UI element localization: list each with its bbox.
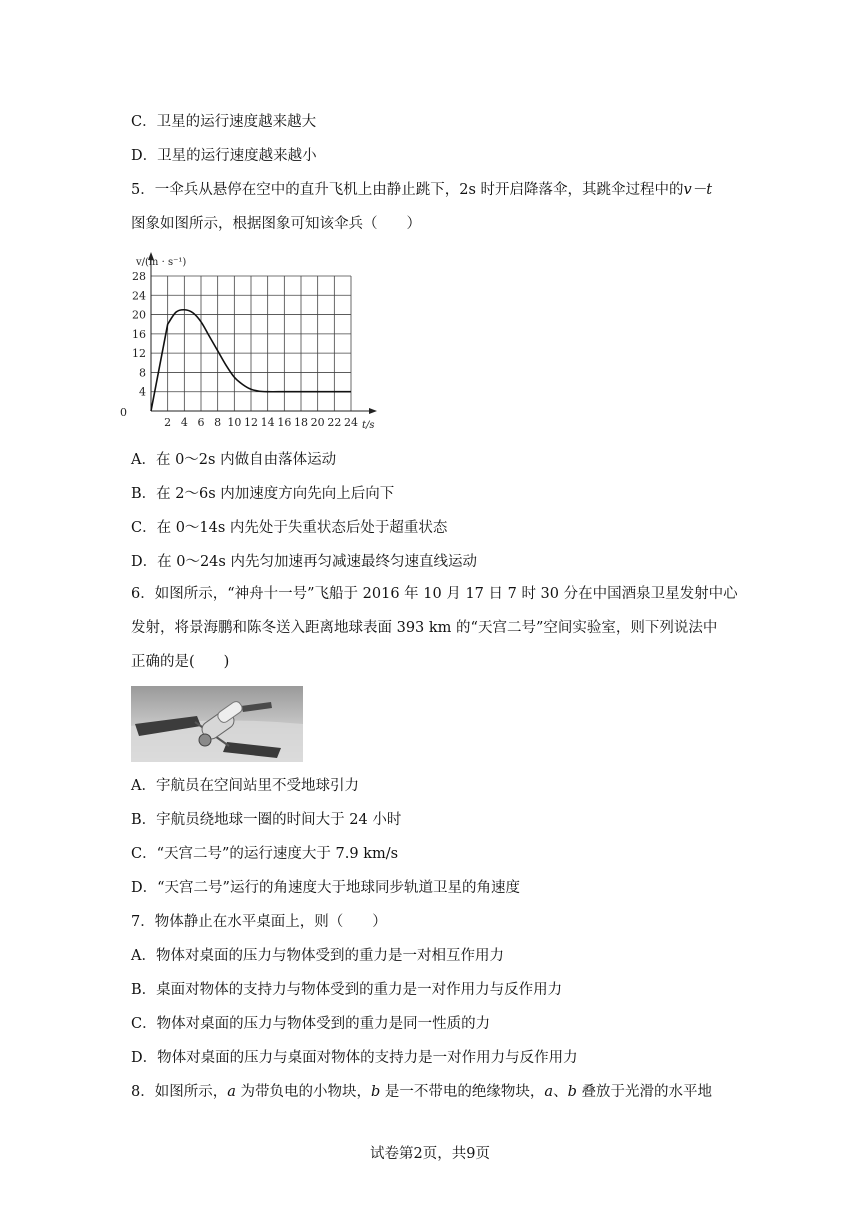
q5-stem-line-1	[131, 180, 712, 200]
q6-stem-line-3: 正确的是( )	[131, 654, 230, 670]
x-tick-label: 10	[227, 416, 242, 429]
x-tick-label: 18	[294, 416, 308, 429]
y-tick-label: 20	[132, 308, 146, 322]
y-axis-label: v/(m · s⁻¹)	[136, 257, 187, 268]
q4-option-d: D．卫星的运行速度越来越小	[131, 148, 317, 164]
x-tick-label: 24	[344, 416, 358, 429]
q5-stem-line-2: 图象如图所示，根据图象可知该伞兵（ ）	[131, 216, 421, 232]
q5-option-a: A．在 0～2s 内做自由落体运动	[131, 452, 337, 468]
q6-option-c: C．“天宫二号”的运行速度大于 7.9 km/s	[131, 846, 399, 862]
x-tick-label: 16	[277, 416, 292, 429]
chart-grid	[151, 276, 351, 411]
space-station-photo	[131, 686, 303, 762]
q6-option-d: D．“天宫二号”运行的角速度大于地球同步轨道卫星的角速度	[131, 880, 520, 896]
x-tick-label: 8	[214, 416, 222, 429]
x-tick-label: 12	[244, 416, 258, 429]
x-tick-label: 22	[327, 416, 342, 429]
q6-option-a: A．宇航员在空间站里不受地球引力	[131, 778, 359, 794]
q8-var-a: a	[227, 1084, 236, 1100]
page-footer: 试卷第2页，共9页	[370, 1146, 490, 1162]
q7-stem: 7．物体静止在水平桌面上，则（ ）	[131, 914, 387, 930]
chart-tick-labels	[132, 270, 358, 429]
q7-option-c: C．物体对桌面的压力与物体受到的重力是同一性质的力	[131, 1016, 491, 1032]
q6-stem-line-2: 发射，将景海鹏和陈冬送入距离地球表面 393 km 的“天宫二号”空间实验室，则下列说法中	[131, 620, 718, 636]
x-tick-label: 6	[197, 416, 205, 429]
q8-stem-line-1	[131, 1082, 712, 1102]
q7-option-d: D．物体对桌面的压力与桌面对物体的支持力是一对作用力与反作用力	[131, 1050, 578, 1066]
y-tick-label: 8	[139, 366, 146, 380]
q4-option-c: C．卫星的运行速度越来越大	[131, 114, 317, 130]
q5-option-b: B．在 2～6s 内加速度方向先向上后向下	[131, 486, 395, 502]
y-tick-label: 4	[139, 385, 146, 399]
q5-stem-text: 5．一伞兵从悬停在空中的直升飞机上由静止跳下，2s 时开启降落伞，其跳伞过程中的	[131, 182, 684, 198]
x-tick-label: 2	[164, 416, 172, 429]
q8-var-a-2: a	[544, 1084, 554, 1100]
y-tick-label: 24	[132, 289, 146, 303]
q8-var-b: b	[371, 1084, 381, 1100]
x-tick-label: 14	[260, 416, 275, 429]
y-tick-label: 28	[132, 270, 146, 283]
x-axis-label: t/s	[362, 420, 375, 431]
q7-option-b: B．桌面对物体的支持力与物体受到的重力是一对作用力与反作用力	[131, 982, 563, 998]
q8-text-2: 为带负电的小物块，	[235, 1084, 371, 1100]
x-axis-arrow	[369, 408, 377, 414]
y-tick-label: 16	[132, 327, 146, 341]
vt-graph	[118, 250, 388, 436]
q6-option-b: B．宇航员绕地球一圈的时间大于 24 小时	[131, 812, 402, 828]
q6-stem-line-1: 6．如图所示，“神舟十一号”飞船于 2016 年 10 月 17 日 7 时 30 分在中国酒泉卫星发射中心	[131, 586, 738, 602]
q7-option-a: A．物体对桌面的压力与物体受到的重力是一对相互作用力	[131, 948, 504, 964]
x-tick-label: 20	[310, 416, 325, 429]
q8-text-4: 、	[553, 1084, 568, 1100]
q8-text-1: 8．如图所示，	[131, 1084, 228, 1100]
q8-text-5: 叠放于光滑的水平地	[576, 1084, 712, 1100]
q5-vt-symbol: v－t	[683, 182, 713, 198]
q5-option-c: C．在 0～14s 内先处于失重状态后处于超重状态	[131, 520, 448, 536]
origin-label: 0	[120, 406, 127, 419]
q8-var-b-2: b	[567, 1084, 577, 1100]
x-tick-label: 4	[180, 416, 188, 429]
q8-text-3: 是一不带电的绝缘物块，	[380, 1084, 545, 1100]
y-tick-label: 12	[132, 347, 146, 361]
q5-option-d: D．在 0～24s 内先匀加速再匀减速最终匀速直线运动	[131, 554, 477, 570]
